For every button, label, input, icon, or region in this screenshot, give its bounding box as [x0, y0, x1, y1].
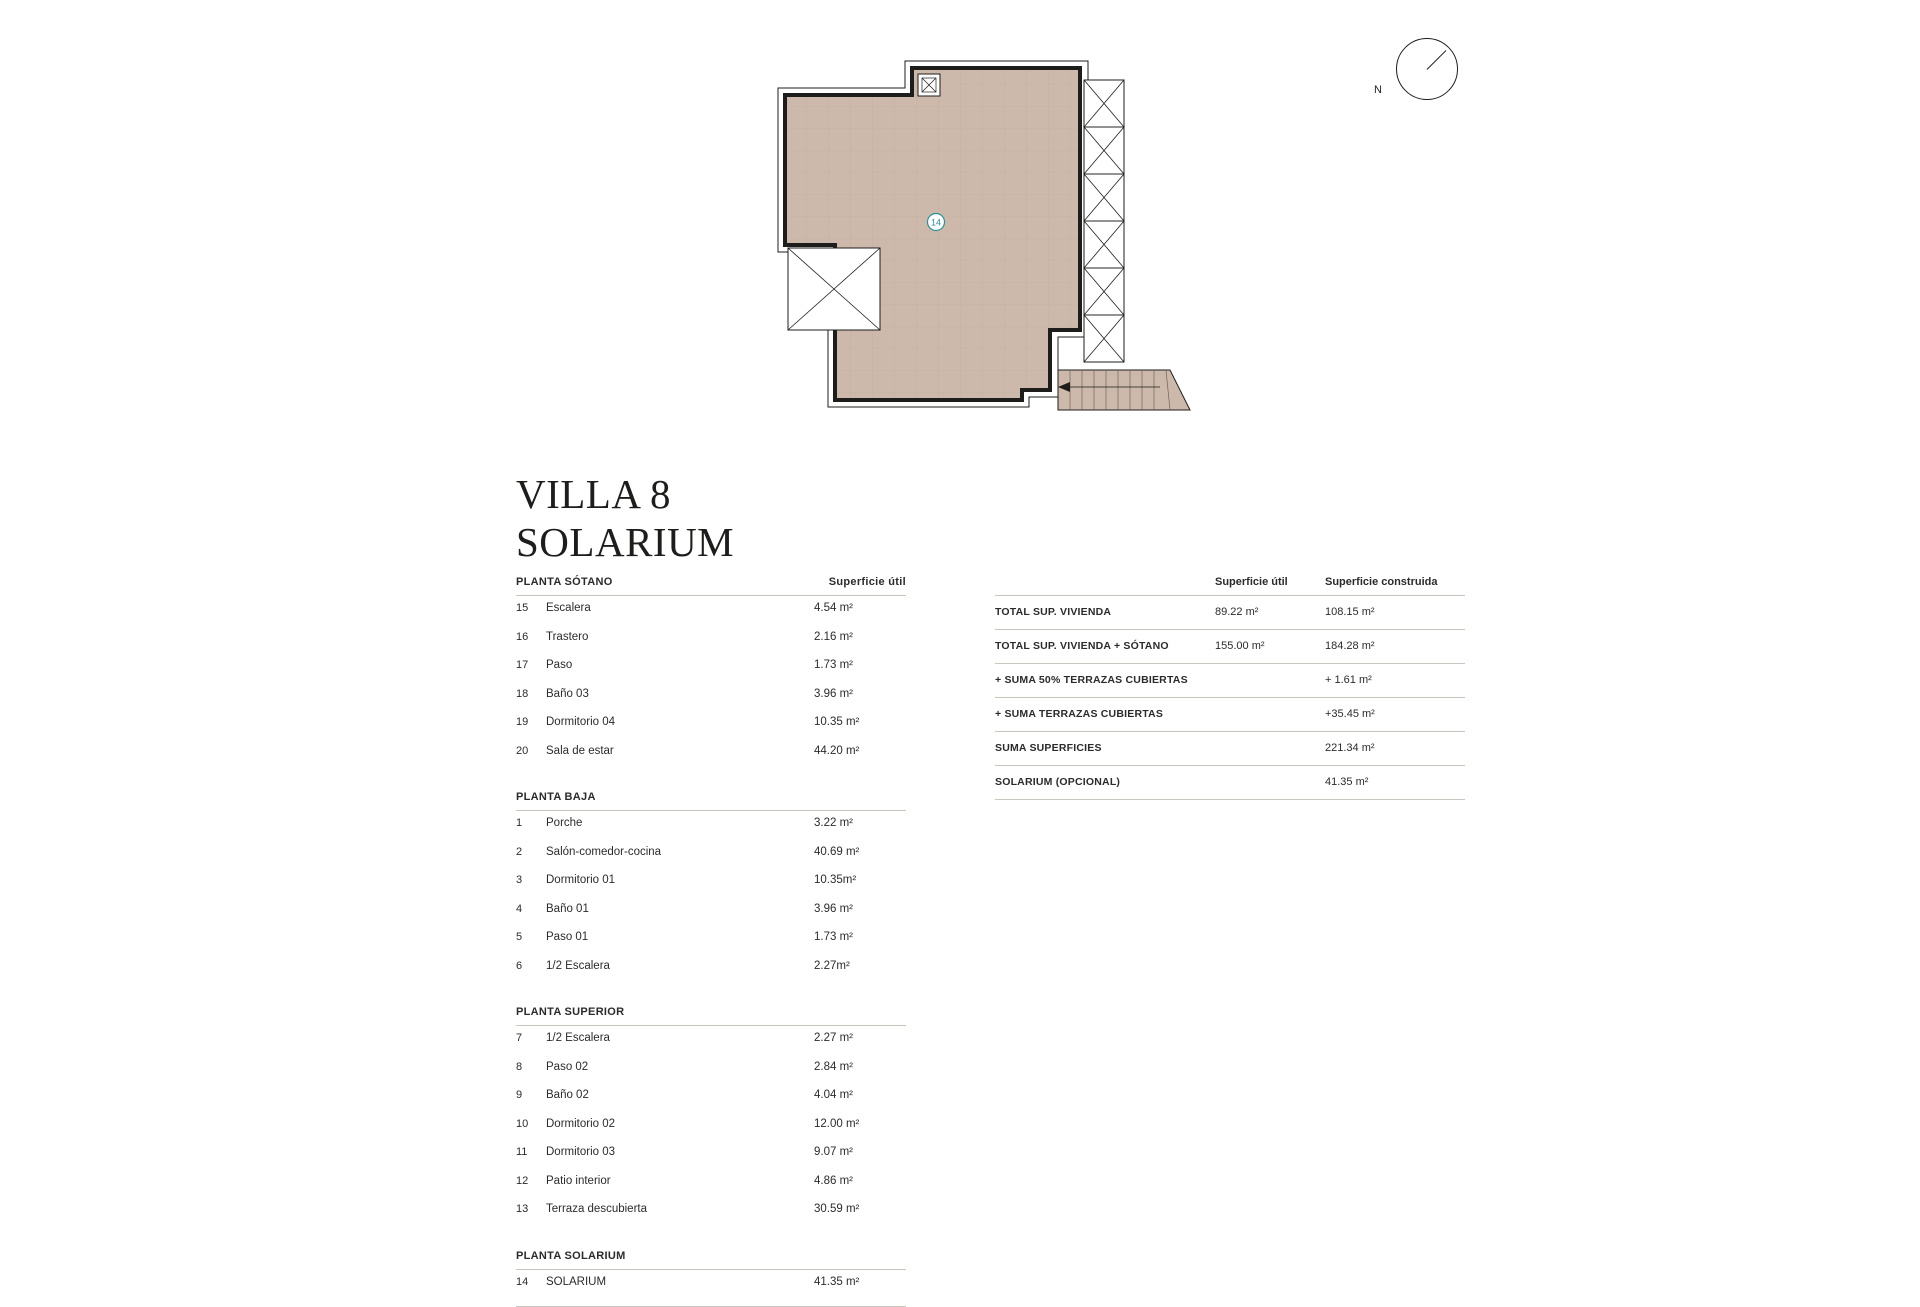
room-number: 2	[516, 845, 523, 858]
room-name: Baño 02	[546, 1089, 589, 1101]
roof-equipment-box	[918, 74, 940, 96]
totals-label: TOTAL SUP. VIVIENDA	[995, 606, 1112, 618]
room-number: 17	[516, 659, 529, 671]
room-area: 2.16 m²	[814, 630, 853, 643]
totals-construida-value: 41.35 m²	[1325, 776, 1369, 788]
room-area: 10.35 m²	[814, 716, 860, 728]
page-title	[516, 470, 734, 567]
floor-plan-drawing	[740, 40, 1300, 460]
room-number: 19	[516, 716, 529, 728]
solarium-slab	[785, 68, 1080, 400]
room-area: 12.00 m²	[814, 1117, 860, 1130]
room-number: 6	[516, 959, 523, 972]
table-row	[516, 631, 906, 660]
compass	[1372, 38, 1468, 110]
compass-north-label: N	[1374, 84, 1382, 96]
room-area: 2.27m²	[814, 959, 850, 972]
totals-label: SUMA SUPERFICIES	[995, 742, 1102, 754]
totals-row	[995, 765, 1465, 799]
room-name: 1/2 Escalera	[546, 959, 610, 972]
totals-construida-value: 184.28 m²	[1325, 640, 1375, 652]
totals-bottom-divider	[995, 799, 1465, 800]
table-row	[516, 931, 906, 960]
room-area: 2.84 m²	[814, 1060, 853, 1073]
room-name: Dormitorio 02	[546, 1117, 616, 1130]
table-row	[516, 602, 906, 631]
room-area: 4.54 m²	[814, 602, 853, 614]
room-number: 15	[516, 602, 529, 614]
table-row	[516, 817, 906, 846]
room-area: 3.96 m²	[814, 687, 853, 700]
table-row	[516, 688, 906, 717]
room-area: 4.86 m²	[814, 1174, 853, 1187]
room-area: 10.35m²	[814, 874, 857, 886]
room-name: Patio interior	[546, 1174, 611, 1187]
rooms-table	[516, 576, 906, 1307]
section-header	[516, 1006, 906, 1026]
table-row	[516, 1175, 906, 1204]
table-row	[516, 745, 906, 774]
table-row	[516, 903, 906, 932]
room-area: 1.73 m²	[814, 659, 853, 671]
room-marker-label: 14	[930, 217, 942, 228]
room-number: 9	[516, 1089, 523, 1101]
title-line-2: SOLARIUM	[516, 519, 735, 566]
table-row	[516, 1118, 906, 1147]
totals-label: + SUMA 50% TERRAZAS CUBIERTAS	[995, 674, 1188, 686]
room-number: 7	[516, 1032, 523, 1044]
room-number: 14	[516, 1275, 529, 1288]
col-util-header: Superficie útil	[1215, 576, 1288, 588]
room-number: 1	[516, 817, 523, 829]
section-header	[516, 791, 906, 811]
section-header	[516, 1250, 906, 1270]
room-area: 30.59 m²	[814, 1203, 860, 1215]
room-number: 5	[516, 931, 523, 943]
table-row	[516, 1146, 906, 1175]
room-number: 8	[516, 1060, 523, 1073]
room-number: 20	[516, 744, 529, 757]
totals-label: + SUMA TERRAZAS CUBIERTAS	[995, 708, 1164, 720]
totals-table	[995, 576, 1465, 800]
totals-construida-value: + 1.61 m²	[1325, 674, 1372, 686]
pergola-strip	[1084, 80, 1124, 362]
room-number: 11	[516, 1146, 528, 1158]
totals-row	[995, 697, 1465, 731]
table-row	[516, 716, 906, 745]
room-number: 13	[516, 1203, 529, 1215]
room-name: Terraza descubierta	[546, 1203, 647, 1215]
void-area-left	[788, 248, 880, 330]
room-area: 40.69 m²	[814, 845, 860, 858]
room-area: 9.07 m²	[814, 1146, 853, 1158]
room-name: Porche	[546, 817, 583, 829]
totals-row	[995, 663, 1465, 697]
totals-construida-value: +35.45 m²	[1325, 708, 1375, 720]
room-marker-14	[928, 214, 945, 231]
room-number: 4	[516, 902, 523, 915]
floor-plan-svg	[740, 40, 1300, 460]
room-number: 12	[516, 1174, 529, 1187]
table-row	[516, 1089, 906, 1118]
table-row	[516, 1032, 906, 1061]
table-row	[516, 846, 906, 875]
table-row	[516, 1061, 906, 1090]
room-name: 1/2 Escalera	[546, 1032, 610, 1044]
totals-label: SOLARIUM (OPCIONAL)	[995, 776, 1121, 788]
room-name: SOLARIUM	[546, 1275, 607, 1288]
table-row	[516, 659, 906, 688]
room-area: 2.27 m²	[814, 1032, 853, 1044]
section-name: PLANTA SOLARIUM	[516, 1249, 626, 1262]
room-name: Dormitorio 04	[546, 716, 616, 728]
room-area: 1.73 m²	[814, 931, 853, 943]
room-number: 3	[516, 874, 523, 886]
room-name: Trastero	[546, 630, 589, 643]
room-number: 10	[516, 1117, 529, 1130]
table-row	[516, 960, 906, 989]
section-header	[516, 576, 906, 596]
room-area: 3.96 m²	[814, 902, 853, 915]
totals-row	[995, 731, 1465, 765]
room-number: 16	[516, 630, 529, 643]
title-line-1: VILLA 8	[516, 471, 671, 517]
totals-row	[995, 629, 1465, 663]
totals-row	[995, 595, 1465, 629]
room-name: Sala de estar	[546, 744, 614, 757]
section-name: PLANTA SÓTANO	[516, 576, 613, 588]
room-area: 44.20 m²	[814, 744, 860, 757]
room-name: Paso 02	[546, 1060, 589, 1073]
col-construida-header: Superficie construida	[1325, 576, 1438, 588]
room-number: 18	[516, 687, 529, 700]
totals-construida-value: 108.15 m²	[1325, 606, 1375, 618]
room-name: Salón-comedor-cocina	[546, 845, 662, 858]
room-name: Dormitorio 01	[546, 874, 616, 886]
room-area: 3.22 m²	[814, 817, 853, 829]
section-name: PLANTA BAJA	[516, 791, 596, 803]
room-name: Paso 01	[546, 931, 589, 943]
totals-util-value: 155.00 m²	[1215, 640, 1265, 652]
room-name: Escalera	[546, 602, 591, 614]
section-area-header: Superficie útil	[828, 576, 906, 588]
table-row	[516, 1203, 906, 1232]
totals-header	[995, 576, 1465, 595]
stair-run	[1058, 370, 1190, 410]
table-row	[516, 874, 906, 903]
totals-construida-value: 221.34 m²	[1325, 742, 1375, 754]
room-area: 41.35 m²	[814, 1275, 860, 1288]
room-name: Paso	[546, 659, 573, 671]
room-name: Baño 01	[546, 902, 589, 915]
room-name: Baño 03	[546, 687, 589, 700]
totals-util-value: 89.22 m²	[1215, 606, 1259, 618]
section-name: PLANTA SUPERIOR	[516, 1006, 625, 1018]
room-area: 4.04 m²	[814, 1089, 853, 1101]
totals-label: TOTAL SUP. VIVIENDA + SÓTANO	[995, 640, 1169, 652]
room-name: Dormitorio 03	[546, 1146, 616, 1158]
